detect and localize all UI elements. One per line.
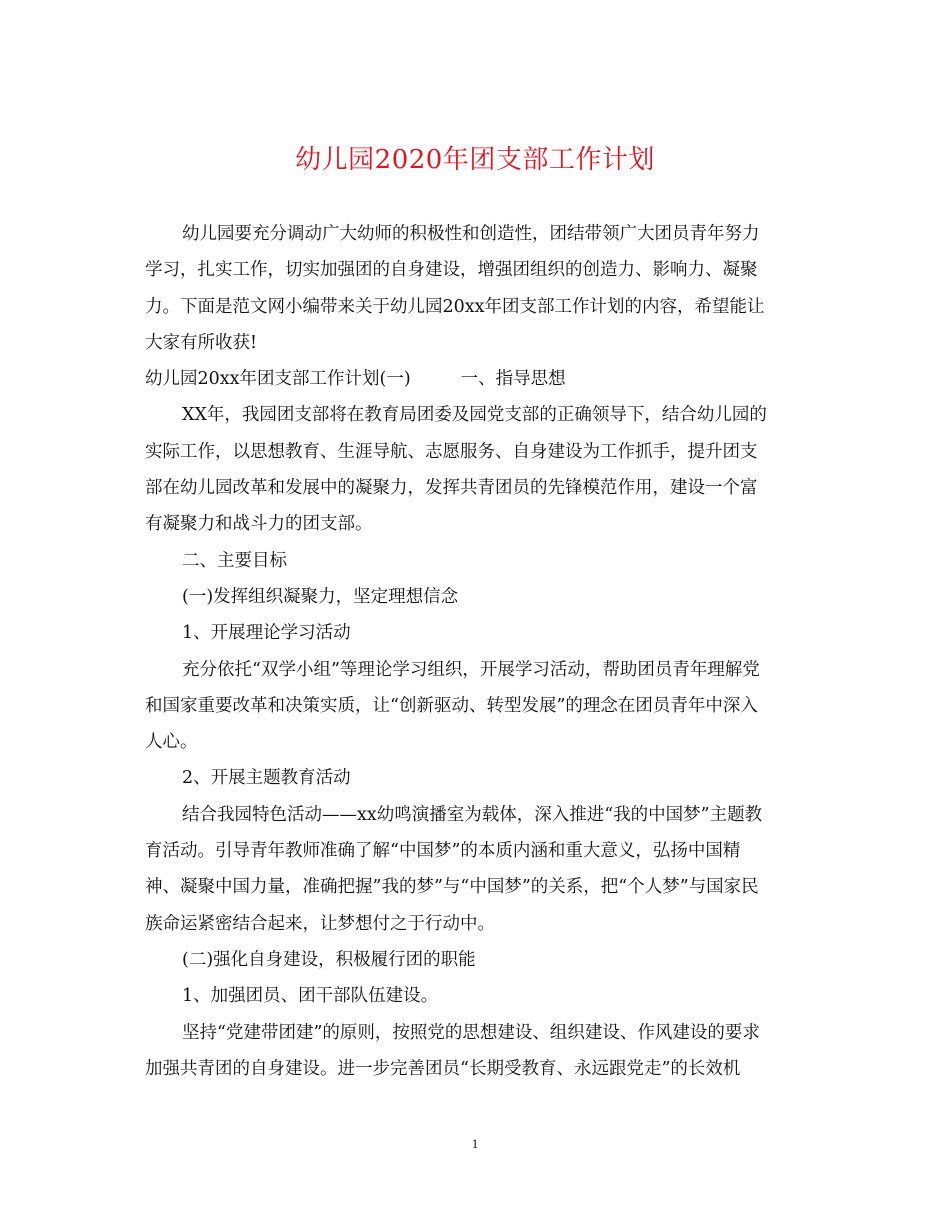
section-heading-line <box>145 361 811 397</box>
paragraph-line: 神、凝聚中国力量，准确把握”我的梦”与“中国梦”的关系，把“个人梦”与国家民 <box>145 877 759 898</box>
paragraph-line: 有凝聚力和战斗力的团支部。 <box>145 514 373 535</box>
paragraph-line: 和国家重要改革和决策实质，让“创新驱动、转型发展”的理念在团员青年中深入 <box>145 695 758 716</box>
page-number: 1 <box>471 1136 479 1151</box>
section-heading: 二、主要目标 <box>182 550 287 571</box>
paragraph-line: 族命运紧密结合起来，让梦想付之于行动中。 <box>145 913 495 934</box>
item-heading: 2、开展主题教育活动 <box>182 768 351 789</box>
paragraph-line: 学习，扎实工作，切实加强团的自身建设，增强团组织的创造力、影响力、凝聚 <box>145 260 758 281</box>
section-heading: 一、指导思想 <box>460 369 566 390</box>
subsection-heading: (二)强化自身建设，积极履行团的职能 <box>182 949 476 970</box>
paragraph-line: 加强共青团的自身建设。进一步完善团员“长期受教育、永远跟党走”的长效机 <box>145 1058 741 1079</box>
paragraph-line: 结合我园特色活动——xx幼鸣演播室为载体，深入推进“我的中国梦”主题教 <box>182 804 763 825</box>
paragraph-line: 大家有所收获! <box>145 332 258 353</box>
paragraph-line: 实际工作，以思想教育、生涯导航、志愿服务、自身建设为工作抓手，提升团支 <box>145 441 758 462</box>
paragraph-line: 坚持“党建带团建”的原则，按照党的思想建设、组织建设、作风建设的要求 <box>182 1022 760 1043</box>
paragraph-line: 部在幼儿园改革和发展中的凝聚力，发挥共青团员的先锋模范作用，建设一个富 <box>145 478 758 499</box>
paragraph-line: 幼儿园要充分调动广大幼师的积极性和创造性，团结带领广大团员青年努力 <box>182 224 760 244</box>
item-heading: 1、开展理论学习活动 <box>182 623 351 644</box>
paragraph-line: 育活动。引导青年教师准确了解“中国梦”的本质内涵和重大意义，弘扬中国精 <box>145 841 741 862</box>
paragraph-line: 力。下面是范文网小编带来关于幼儿园20xx年团支部工作计划的内容，希望能让 <box>145 296 765 317</box>
item-heading: 1、加强团员、团干部队伍建设。 <box>182 986 439 1007</box>
document-body <box>145 216 811 1087</box>
paragraph-line: 充分依托“双学小组”等理论学习组织，开展学习活动，帮助团员青年理解党 <box>182 659 760 680</box>
document-title: 幼儿园2020年团支部工作计划 <box>295 145 655 175</box>
subsection-heading: (一)发挥组织凝聚力，坚定理想信念 <box>182 586 459 607</box>
plan-subtitle: 幼儿园20xx年团支部工作计划(一) <box>145 369 411 390</box>
paragraph-line: XX年，我园团支部将在教育局团委及园党支部的正确领导下，结合幼儿园的 <box>182 405 767 426</box>
paragraph-line: 人心。 <box>145 732 198 753</box>
